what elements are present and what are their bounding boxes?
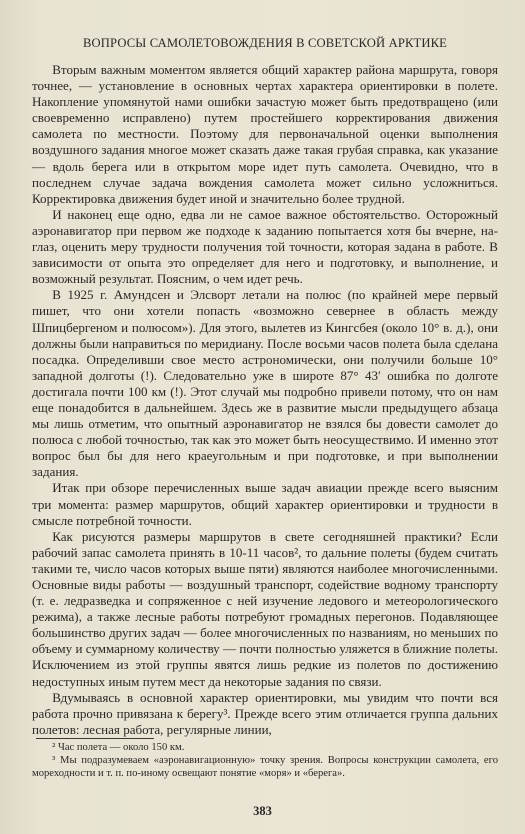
paragraph-5: Как рисуются размеры маршрутов в свете сегодняшней практики? Если рабочий запас самолета принять в 10-11 часов², то дальние полеты (будем считать такими те, число часов которых выше пяти) являются наиболее многочисленными. Основные виды работы — воздушный транспорт, содействие водному транспорту (т. е. ледразведка и сопряженное с ней изучение ледового и метеорологического режима), а также лесные работы потребуют громадных перегонов. Подавляющее большинство других задач — более многочисленных по названиям, но меньших по объему и суммарному количеству — почти полностью уляжется в ближние полеты. Исключением из этой группы явятся лишь редкие из полетов по достижению недоступных иным путем мест да некоторые задания по связи. — [32, 528, 498, 689]
paragraph-4: Итак при обзоре перечисленных выше задач авиации прежде всего выясним три момента: размер маршрутов, общий характер ориентировки и трудности в смысле потребной точности. — [32, 480, 498, 528]
footnote-divider — [36, 738, 154, 739]
footnotes — [32, 741, 498, 781]
paragraph-2: И наконец еще одно, едва ли не самое важное обстоятельство. Осторожный аэронавигатор при первом же подходе к заданию попытается хотя бы вчерне, на-глаз, оценить меру трудности получения той точности, которая задана в работе. В зависимости от опыта это определяет для него и подготовку, и выполнение, и возможный результат. Поясним, о чем идет речь. — [32, 206, 498, 287]
running-header: ВОПРОСЫ САМОЛЕТОВОЖДЕНИЯ В СОВЕТСКОЙ АРКТИКЕ — [82, 36, 448, 50]
footnote-3: ³ Мы подразумеваем «аэронавигационную» точку зрения. Вопросы конструкции самолета, его мореходности и т. п. по-иному освещают понятие «моря» и «берега». — [32, 755, 498, 780]
paragraph-1: Вторым важным моментом является общий характер района маршрута, говоря точнее, — установление в основных чертах характера ориентировки в полете. Накопление упомянутой нами ошибки зачастую может быть предотвращено (или своевременно исправлено) путем простейшего корректирования движения самолета по местности. Поэтому для первоначальной оценки выполнения воздушного задания многое может сказать даже такая грубая справка, как указание — вдоль берега или в открытом море идет путь самолета. Очевидно, что в последнем случае задача вождения самолета может сильно усложниться. Корректировка движения будет иной и значительно более трудной. — [32, 62, 498, 206]
paragraph-6: Вдумываясь в основной характер ориентировки, мы увидим что почти вся работа прочно привязана к берегу³. Прежде всего этим отличается группа дальних полетов: лесная работа, регулярные линии, — [32, 689, 498, 737]
page-number: 383 — [253, 804, 272, 818]
paragraph-3: В 1925 г. Амундсен и Элсворт летали на полюс (по крайней мере первый пишет, что они хотели попасть «возможно севернее в область между Шпицбергеном и полюсом»). Для этого, вылетев из Кингсбея (около 10° в. д.), они должны были направиться по меридиану. После восьми часов полета была сделана посадка. Определивши свое место астрономически, они получили больше 10° западной долготы (!). Следовательно уже в широте 87° 43′ ошибка по долготе достигала почти 100 км (!). Этот случай мы подробно привели потому, что он нам еще понадобится в дальнейшем. Здесь же в развитие мысли предыдущего абзаца мы лишь отметим, что опытный аэронавигатор не взялся бы довести самолет до полюса с любой точностью, так как это может быть неосуществимо. И именно этот вопрос был бы для него краеугольным и при подготовке, и при выполнении задания. — [32, 287, 498, 480]
footnote-2: ² Час полета — около 150 км. — [52, 742, 185, 753]
body-text — [32, 62, 498, 738]
